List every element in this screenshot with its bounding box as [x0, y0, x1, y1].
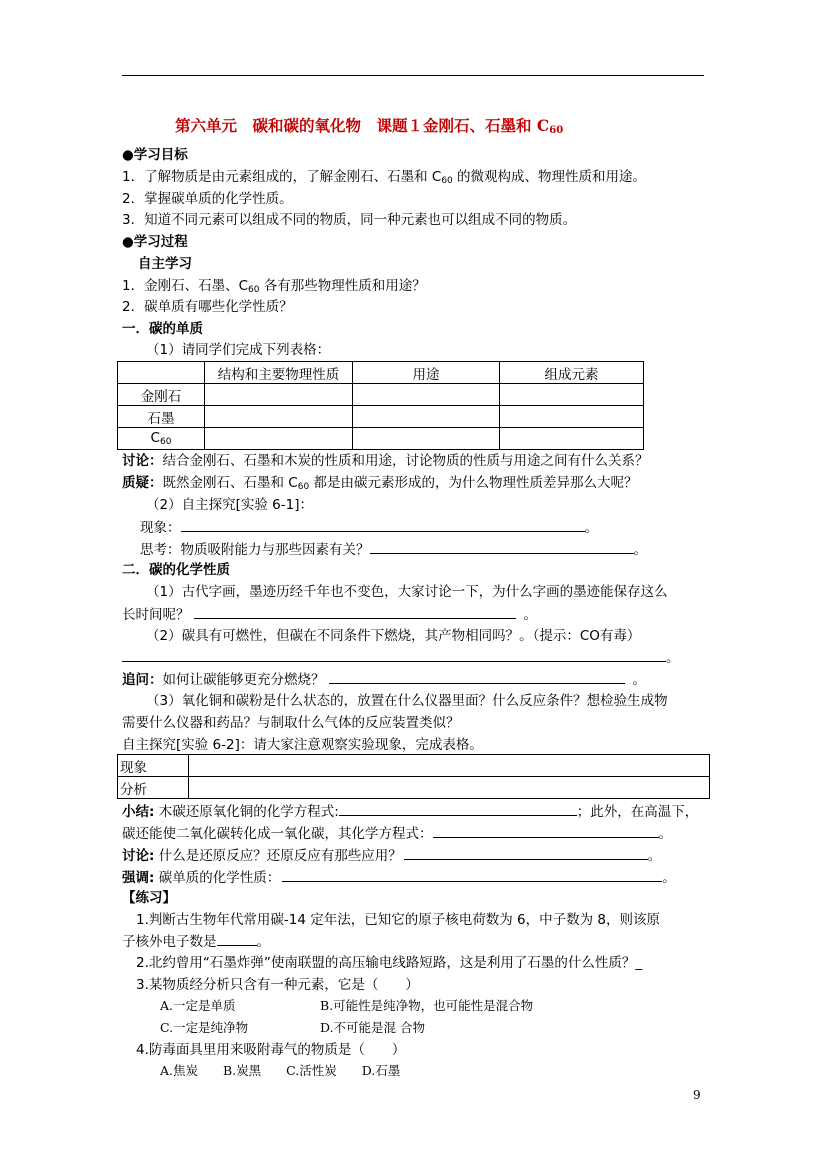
page-number: 9	[693, 1088, 701, 1102]
self-question-1: 1．金刚石、石墨、$C_{60}$ 各有那些物理性质和用途？	[122, 278, 426, 295]
follow-up-line: 追问：如何让碳能够更充分燃烧？ 。	[122, 672, 646, 688]
answer-blank[interactable]	[433, 824, 659, 838]
goal-3: 3．知道不同元素可以组成不同的物质，同一种元素也可以组成不同的物质。	[122, 212, 577, 228]
goal-1: 1．了解物质是由元素组成的，了解金刚石、石墨和 $C_{60}$ 的微观构成、物理性质和用途。	[122, 169, 647, 186]
table-row-label: 分析	[118, 777, 189, 799]
section2-p2: （2）碳具有可燃性，但碳在不同条件下燃烧，其产物相同吗？。（提示：CO有毒）	[146, 628, 641, 644]
table-cell[interactable]	[189, 755, 710, 777]
practice-q1a: 1.判断古生物年代常用碳-14 定年法，已知它的原子核电荷数为 6，中子数为 8，则该原	[136, 912, 660, 928]
table-header: 结构和主要物理性质	[205, 362, 353, 384]
phenomenon-line: 现象： 。	[140, 520, 598, 536]
practice-q3-option-b: B.可能性是纯净物，也可能性是混合物	[320, 998, 534, 1013]
goal-2: 2．掌握碳单质的化学性质。	[122, 191, 293, 207]
process-heading: ●学习过程	[122, 234, 188, 250]
answer-blank[interactable]	[194, 605, 516, 619]
answer-blank[interactable]	[404, 846, 648, 860]
table-row-label: 石墨	[118, 406, 205, 428]
summary-line-2: 碳还能使二氧化碳转化成一氧化碳，其化学方程式： 。	[122, 826, 672, 842]
section2-p1b: 长时间呢？ 。	[122, 607, 537, 623]
practice-q1b: 子核外电子数是 。	[122, 934, 270, 950]
think-line: 思考：物质吸附能力与那些因素有关？ 。	[140, 542, 647, 558]
section1-heading: 一．碳的单质	[122, 321, 203, 337]
table-cell[interactable]	[205, 384, 353, 406]
answer-blank[interactable]	[370, 540, 634, 554]
self-study-heading: 自主学习	[138, 256, 192, 272]
table-cell[interactable]	[353, 406, 500, 428]
table-row-label: 现象	[118, 755, 189, 777]
emphasis-line: 强调: 碳单质的化学性质： 。	[122, 870, 676, 886]
answer-blank[interactable]	[217, 932, 257, 946]
table-header: 组成元素	[500, 362, 644, 384]
header-rule	[122, 75, 704, 76]
table-cell[interactable]	[500, 384, 644, 406]
section2-p1a: （1）古代字画，墨迹历经千年也不变色，大家讨论一下，为什么字画的墨迹能保存这么	[146, 584, 668, 600]
practice-q4-options: A.焦炭 B.炭黑 C.活性炭 D.石墨	[160, 1063, 401, 1078]
explore-6-1: （2）自主探究[实验 6-1]：	[146, 497, 313, 513]
section2-p3a: （3）氧化铜和碳粉是什么状态的，放置在什么仪器里面？什么反应条件？想检验生成物	[146, 693, 668, 709]
practice-q3-option-d: D.不可能是混 合物	[320, 1020, 426, 1035]
table-row-label: $C_{60}$	[118, 428, 205, 450]
page-title: 第六单元 碳和碳的氧化物 课题１金刚石、石墨和 $C_{60}$	[175, 116, 564, 136]
table-row-label: 金刚石	[118, 384, 205, 406]
answer-blank[interactable]	[122, 648, 666, 662]
section2-heading: 二．碳的化学性质	[122, 562, 230, 578]
self-question-2: 2．碳单质有哪些化学性质？	[122, 299, 293, 315]
question-line: 质疑：既然金刚石、石墨和 $C_{60}$ 都是由碳元素形成的，为什么物理性质差异那么大呢？	[122, 475, 638, 492]
carbon-properties-table	[117, 361, 644, 450]
discuss2-line: 讨论: 什么是还原反应？还原反应有那些应用？ 。	[122, 848, 662, 864]
answer-blank[interactable]	[329, 670, 625, 684]
answer-blank[interactable]	[282, 868, 662, 882]
table-header: 用途	[353, 362, 500, 384]
table-cell[interactable]	[205, 428, 353, 450]
goals-heading: ●学习目标	[122, 147, 188, 163]
practice-q4: 4.防毒面具里用来吸附毒气的物质是（ ）	[136, 1042, 406, 1058]
table-cell[interactable]	[500, 428, 644, 450]
summary-line: 小结: 木碳还原氧化铜的化学方程式: ；此外，在高温下，	[122, 804, 699, 820]
table-cell[interactable]	[353, 384, 500, 406]
practice-heading: 【练习】	[122, 890, 176, 906]
practice-q3-option-a: A.一定是单质	[160, 998, 236, 1013]
section2-p2-blank: 。	[122, 648, 680, 667]
practice-q3-option-c: C.一定是纯净物	[160, 1020, 249, 1035]
table-cell[interactable]	[205, 406, 353, 428]
answer-blank[interactable]	[339, 802, 577, 816]
table-cell[interactable]	[500, 406, 644, 428]
section1-instruction: （1）请同学们完成下列表格：	[146, 342, 331, 358]
answer-blank[interactable]	[181, 518, 585, 532]
experiment-table	[117, 754, 710, 799]
practice-q2: 2.北约曾用“石墨炸弹”使南联盟的高压输电线路短路，这是利用了石墨的什么性质？_	[136, 955, 643, 971]
table-cell[interactable]	[353, 428, 500, 450]
practice-q3: 3.某物质经分析只含有一种元素，它是（ ）	[136, 977, 419, 993]
discuss-line: 讨论：结合金刚石、石墨和木炭的性质和用途，讨论物质的性质与用途之间有什么关系？	[122, 453, 649, 469]
table-corner	[118, 362, 205, 384]
explore-6-2: 自主探究[实验 6-2]：请大家注意观察实验现象，完成表格。	[122, 737, 483, 753]
section2-p3b: 需要什么仪器和药品？与制取什么气体的反应装置类似？	[122, 715, 460, 731]
table-cell[interactable]	[189, 777, 710, 799]
